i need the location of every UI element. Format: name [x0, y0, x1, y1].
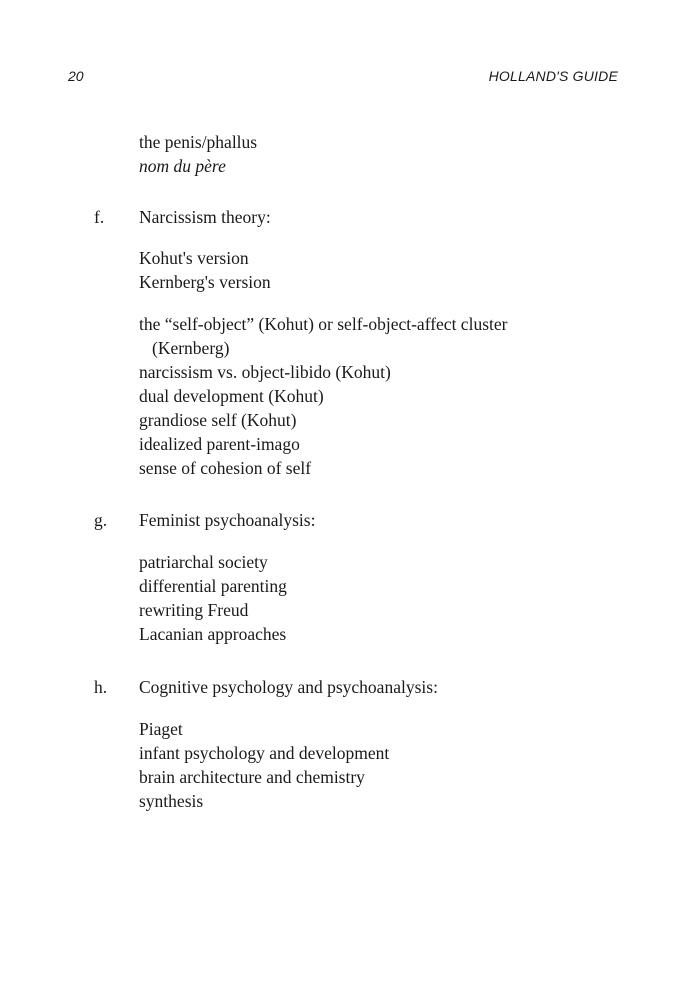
list-item: the penis/phallus	[139, 132, 258, 152]
list-item: Kernberg's version	[139, 272, 271, 292]
list-item: differential parenting	[139, 576, 287, 596]
section-marker-g: g.	[94, 510, 108, 530]
list-item: idealized parent-imago	[139, 434, 300, 454]
list-item: narcissism vs. object-libido (Kohut)	[139, 362, 391, 382]
list-item: rewriting Freud	[139, 600, 249, 620]
list-item: infant psychology and development	[139, 743, 390, 763]
list-item: Kohut's version	[139, 248, 249, 268]
list-item: synthesis	[139, 791, 204, 811]
list-item: patriarchal society	[139, 552, 268, 572]
section-heading-h: Cognitive psychology and psychoanalysis:	[139, 677, 438, 697]
section-marker-f: f.	[94, 207, 105, 227]
list-item: Piaget	[139, 719, 183, 739]
section-heading-g: Feminist psychoanalysis:	[139, 510, 316, 530]
list-item: grandiose self (Kohut)	[139, 410, 297, 430]
running-header	[68, 68, 618, 88]
section-marker-h: h.	[94, 677, 108, 697]
list-item: the “self-object” (Kohut) or self-object-affect cluster	[139, 314, 508, 334]
list-item-continuation: (Kernberg)	[152, 338, 230, 358]
running-head-title: HOLLAND'S GUIDE	[488, 68, 618, 84]
list-item: dual development (Kohut)	[139, 386, 324, 406]
page-number: 20	[68, 68, 84, 84]
list-item-italic: nom du père	[139, 156, 226, 176]
list-item: Lacanian approaches	[139, 624, 287, 644]
list-item: sense of cohesion of self	[139, 458, 312, 478]
section-heading-f: Narcissism theory:	[139, 207, 271, 227]
list-item: brain architecture and chemistry	[139, 767, 365, 787]
